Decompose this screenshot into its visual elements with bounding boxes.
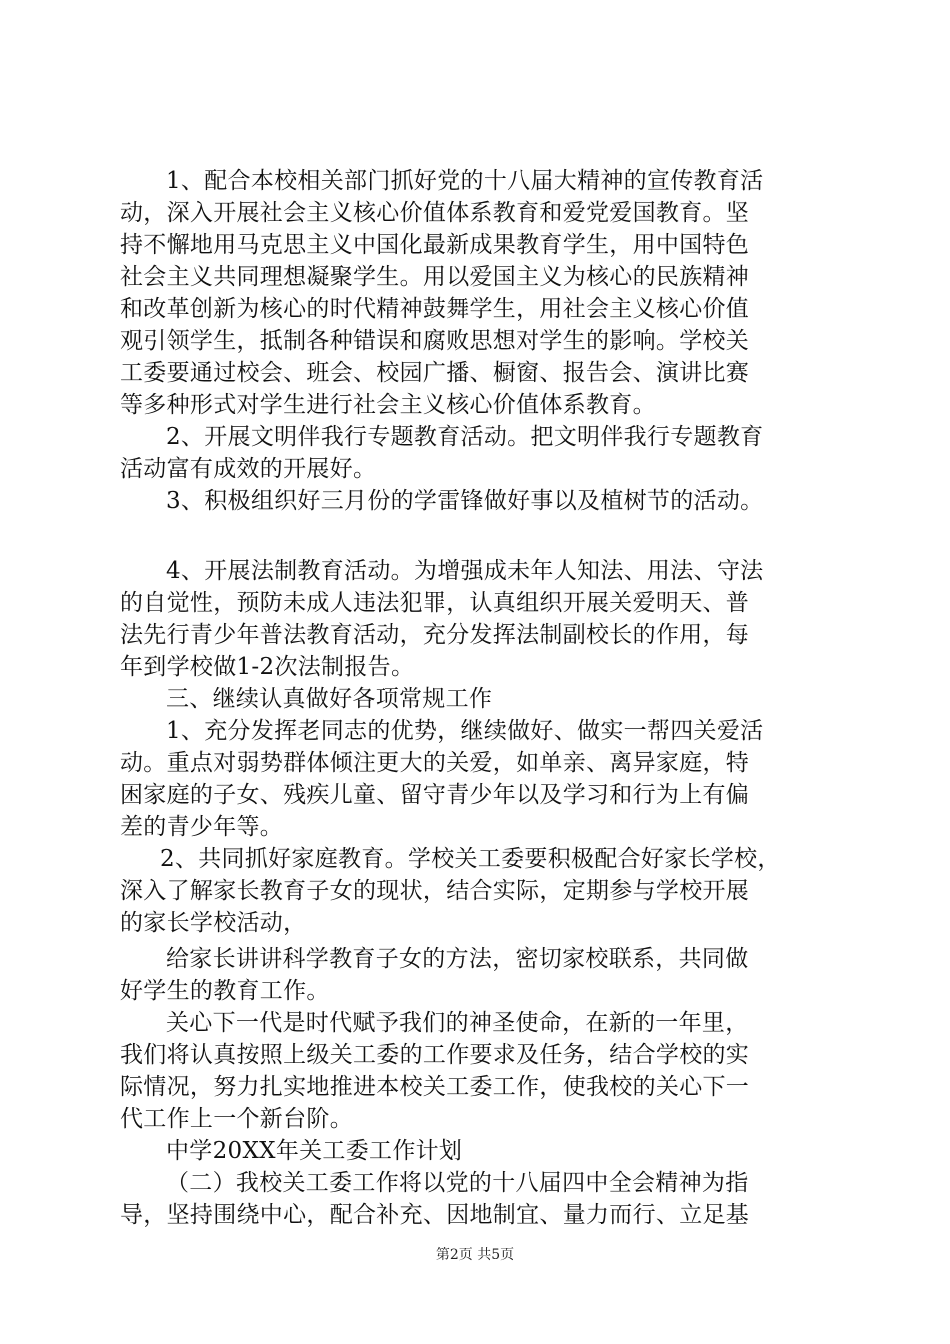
text-line: （二）我校关工委工作将以党的十八届四中全会精神为指	[166, 1170, 749, 1196]
text-line: 法先行青少年普法教育活动，充分发挥法制副校长的作用，每	[120, 622, 750, 648]
paragraph-7	[120, 943, 832, 1007]
text-line: 代工作上一个新台阶。	[120, 1106, 353, 1132]
text-line: 4、开展法制教育活动。为增强成未年人知法、用法、守法	[166, 558, 764, 584]
paragraph-1	[120, 165, 832, 421]
page-number-label: 第2页 共5页	[435, 1247, 515, 1263]
text-line: 等多种形式对学生进行社会主义核心价值体系教育。	[120, 392, 656, 418]
paragraph-9	[120, 1167, 832, 1231]
paragraph-4	[120, 555, 832, 683]
text-line: 持不懈地用马克思主义中国化最新成果教育学生，用中国特色	[120, 232, 750, 258]
text-line: 深入了解家长教育子女的现状，结合实际，定期参与学校开展	[120, 878, 750, 904]
text-line: 动。重点对弱势群体倾注更大的关爱，如单亲、离异家庭，特	[120, 750, 750, 776]
text-line: 工委要通过校会、班会、校园广播、橱窗、报告会、演讲比赛	[120, 360, 750, 386]
text-line: 观引领学生，抵制各种错误和腐败思想对学生的影响。学校关	[120, 328, 750, 354]
text-line: 的家长学校活动，	[120, 910, 307, 936]
text-line: 关心下一代是时代赋予我们的神圣使命，在新的一年里，	[166, 1010, 749, 1036]
text-line: 给家长讲讲科学教育子女的方法，密切家校联系，共同做	[166, 946, 749, 972]
text-line: 动，深入开展社会主义核心价值体系教育和爱党爱国教育。坚	[120, 200, 750, 226]
paragraph-2	[120, 421, 832, 485]
text-line: 3、积极组织好三月份的学雷锋做好事以及植树节的活动。	[166, 488, 764, 514]
section-heading: 三、继续认真做好各项常规工作	[166, 686, 493, 712]
text-line: 2、开展文明伴我行专题教育活动。把文明伴我行专题教育	[166, 424, 764, 450]
text-line: 际情况，努力扎实地推进本校关工委工作，使我校的关心下一	[120, 1074, 750, 1100]
document-subtitle: 中学20XX年关工委工作计划	[166, 1138, 463, 1164]
paragraph-5	[120, 715, 832, 843]
text-line: 困家庭的子女、残疾儿童、留守青少年以及学习和行为上有偏	[120, 782, 750, 808]
paragraph-6	[120, 843, 832, 939]
document-body	[120, 165, 832, 1231]
text-line: 差的青少年等。	[120, 814, 284, 840]
text-line: 好学生的教育工作。	[120, 978, 330, 1004]
text-line: 我们将认真按照上级关工委的工作要求及任务，结合学校的实	[120, 1042, 750, 1068]
text-line: 2、共同抓好家庭教育。学校关工委要积极配合好家长学校，	[160, 846, 781, 872]
text-line: 的自觉性，预防未成人违法犯罪，认真组织开展关爱明天、普	[120, 590, 750, 616]
blank-line	[120, 517, 832, 555]
text-line: 社会主义共同理想凝聚学生。用以爱国主义为核心的民族精神	[120, 264, 750, 290]
paragraph-8	[120, 1007, 832, 1135]
page-footer	[0, 1246, 950, 1264]
text-line: 年到学校做1-2次法制报告。	[120, 654, 415, 680]
text-line: 1、充分发挥老同志的优势，继续做好、做实一帮四关爱活	[166, 718, 764, 744]
text-line: 活动富有成效的开展好。	[120, 456, 377, 482]
text-line: 导，坚持围绕中心，配合补充、因地制宜、量力而行、立足基	[120, 1202, 750, 1228]
paragraph-3	[120, 485, 832, 517]
text-line: 1、配合本校相关部门抓好党的十八届大精神的宣传教育活	[166, 168, 764, 194]
text-line: 和改革创新为核心的时代精神鼓舞学生，用社会主义核心价值	[120, 296, 750, 322]
